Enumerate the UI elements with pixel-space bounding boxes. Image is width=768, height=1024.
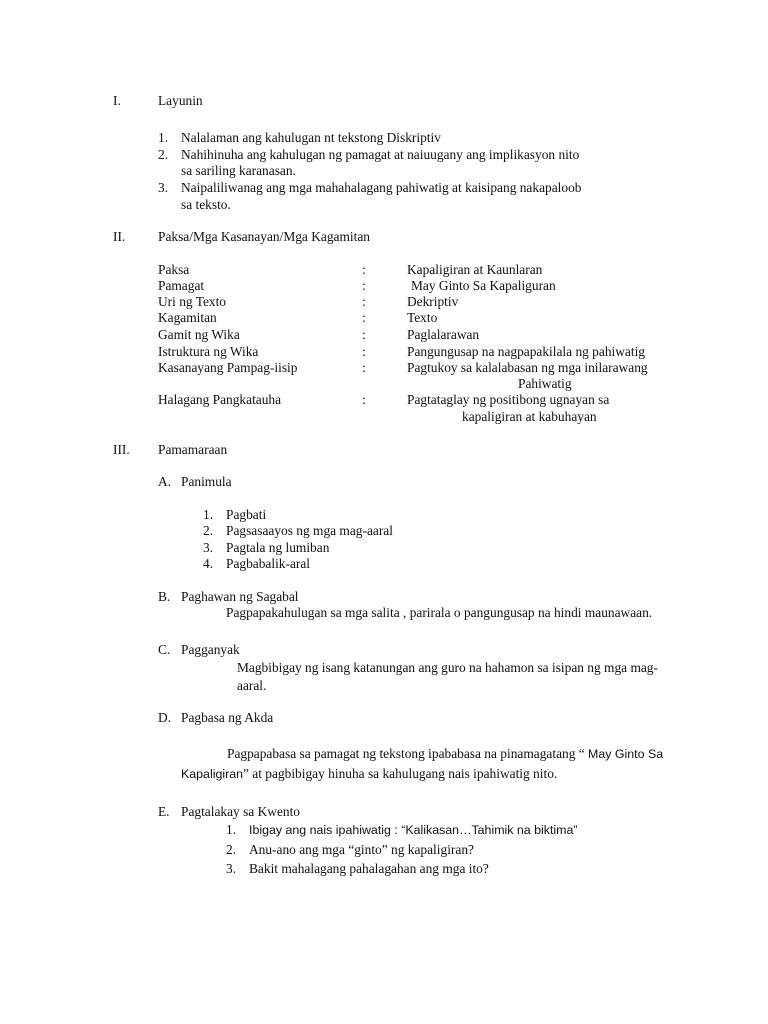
discussion-q3-text: Bakit mahalagang pahalagahan ang mga ito?: [249, 861, 489, 876]
objective-3-text-cont: sa teksto.: [181, 197, 231, 212]
title-value: May Ginto Sa Kapaliguran: [411, 278, 556, 293]
language-use-label: Gamit ng Wika: [158, 327, 240, 342]
topic-value: Kapaligiran at Kaunlaran: [407, 262, 543, 277]
part-d-body-cont: [181, 766, 557, 782]
title-colon: :: [362, 278, 366, 293]
discussion-q1-text: Ibigay ang nais ipahiwatig : “Kalikasan…Tahimik na biktima”: [249, 823, 578, 837]
values-value-cont: kapaligiran at kabuhayan: [462, 409, 597, 424]
intro-step-3-number: 3.: [203, 540, 214, 555]
materials-value: Texto: [407, 310, 438, 325]
section-2-numeral: II.: [113, 229, 126, 244]
objective-2-text-cont: sa sariling karanasan.: [181, 163, 296, 178]
objective-3-text: Naipaliliwanag ang mga mahahalagang pahiwatig at kaisipang nakapaloob: [181, 180, 582, 195]
intro-step-4-text: Pagbabalik-aral: [226, 556, 311, 571]
story-title-part-1: May Ginto Sa: [588, 747, 664, 761]
part-c-letter: C.: [158, 642, 171, 657]
discussion-q1-number: 1.: [226, 822, 237, 837]
intro-step-3-text: Pagtala ng lumiban: [226, 540, 330, 555]
part-b-body: Pagpapakahulugan sa mga salita , parirala o pangungusap na hindi maunawaan.: [226, 605, 653, 620]
intro-step-2-number: 2.: [203, 523, 214, 538]
section-1-numeral: I.: [113, 93, 121, 108]
language-structure-label: Istruktura ng Wika: [158, 344, 259, 359]
values-value: Pagtataglay ng positibong ugnayan sa: [407, 392, 610, 407]
thinking-skill-value-cont: Pahiwatig: [518, 376, 572, 391]
part-b-letter: B.: [158, 589, 171, 604]
intro-step-1-text: Pagbati: [226, 507, 267, 522]
section-2-heading: Paksa/Mga Kasanayan/Mga Kagamitan: [158, 229, 370, 244]
objective-2-text: Nahihinuha ang kahulugan ng pamagat at naiuugany ang implikasyon nito: [181, 147, 580, 162]
discussion-q3-number: 3.: [226, 861, 237, 876]
materials-colon: :: [362, 310, 366, 325]
part-c-body: Magbibigay ng isang katanungan ang guro na hahamon sa isipan ng mga mag-: [237, 660, 658, 675]
thinking-skill-value: Pagtukoy sa kalalabasan ng mga inilarawang: [407, 360, 648, 375]
part-b-title: Paghawan ng Sagabal: [181, 589, 299, 604]
language-use-value: Paglalarawan: [407, 327, 480, 342]
part-d-title: Pagbasa ng Akda: [181, 710, 274, 725]
section-3-heading: Pamamaraan: [158, 442, 228, 457]
text-type-colon: :: [362, 294, 366, 309]
part-d-letter: D.: [158, 710, 172, 725]
part-e-letter: E.: [158, 804, 170, 819]
topic-colon: :: [362, 262, 366, 277]
title-label: Pamagat: [158, 278, 205, 293]
part-c-title: Pagganyak: [181, 642, 240, 657]
intro-step-4-number: 4.: [203, 556, 214, 571]
part-d-body-text: Pagpapabasa sa pamagat ng tekstong ipababasa na pinamagatang “: [227, 746, 589, 761]
part-c-body-cont: aaral.: [237, 678, 267, 693]
values-label: Halagang Pangkatauha: [158, 392, 282, 407]
part-d-body: [227, 746, 663, 762]
part-a-letter: A.: [158, 474, 172, 489]
part-d-body-cont-text: ” at pagbibigay hinuha sa kahulugang nais ipahiwatig nito.: [243, 766, 558, 781]
objective-3-number: 3.: [158, 180, 169, 195]
part-a-title: Panimula: [181, 474, 232, 489]
intro-step-1-number: 1.: [203, 507, 214, 522]
part-e-title: Pagtalakay sa Kwento: [181, 804, 300, 819]
thinking-skill-label: Kasanayang Pampag-iisip: [158, 360, 298, 375]
objective-1-text: Nalalaman ang kahulugan nt tekstong Diskriptiv: [181, 130, 441, 145]
text-type-label: Uri ng Texto: [158, 294, 226, 309]
section-3-numeral: III.: [113, 442, 130, 457]
language-structure-colon: :: [362, 344, 366, 359]
values-colon: :: [362, 392, 366, 407]
thinking-skill-colon: :: [362, 360, 366, 375]
language-structure-value: Pangungusap na nagpapakilala ng pahiwatig: [407, 344, 645, 359]
intro-step-2-text: Pagsasaayos ng mga mag-aaral: [226, 523, 393, 538]
objective-1-number: 1.: [158, 130, 169, 145]
language-use-colon: :: [362, 327, 366, 342]
text-type-value: Dekriptiv: [407, 294, 459, 309]
materials-label: Kagamitan: [158, 310, 217, 325]
section-1-heading: Layunin: [158, 93, 203, 108]
discussion-q2-number: 2.: [226, 842, 237, 857]
discussion-q2-text: Anu-ano ang mga “ginto” ng kapaligiran?: [249, 842, 474, 857]
story-title-part-2: Kapaligiran: [181, 767, 243, 781]
objective-2-number: 2.: [158, 147, 169, 162]
topic-label: Paksa: [158, 262, 190, 277]
